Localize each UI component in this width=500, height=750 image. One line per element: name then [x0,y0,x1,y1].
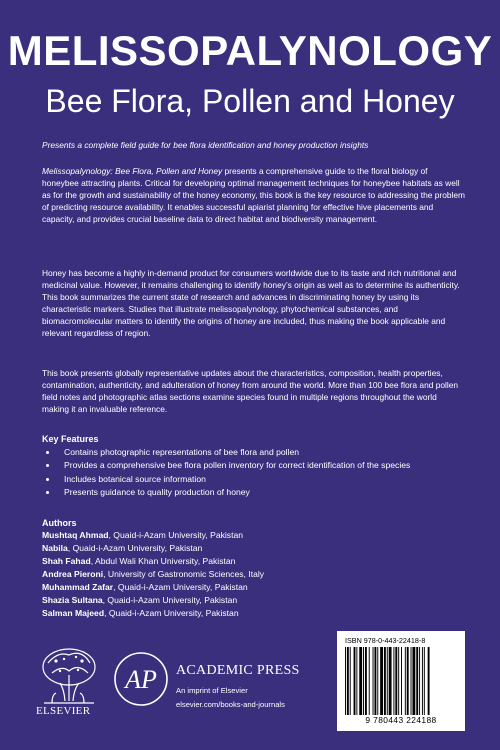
author-affiliation: , University of Gastronomic Sciences, Italy [103,569,265,579]
book-title: MELISSOPALYNOLOGY [7,27,493,74]
author-name: Nabila [42,543,68,553]
author-entry [42,594,264,607]
author-name: Shah Fahad [42,556,91,566]
key-feature-item: Includes botanical source information [42,473,410,486]
svg-text:AP: AP [125,665,157,694]
bullet-icon [46,451,49,454]
author-affiliation: , Quaid-i-Azam University, Pakistan [104,608,239,618]
isbn-barcode [337,631,465,731]
description-paragraph-2: Honey has become a highly in-demand product for consumers worldwide due to its taste and rich nutritional and medicinal value. However, it remains challenging to identify honey’s origin as well as to determine its authenticity. This book summarizes the current state of research and advances in discriminating honey by using its characteristic markers. Studies that illustrate melissopalynology, phytochemical substances, and biomacromolecular matters to identify the origins of honey are included, thus making the book applicable and relevant regardless of region. [42,268,460,338]
author-affiliation: , Quaid-i-Azam University, Pakistan [102,595,238,605]
author-entry [42,607,264,620]
author-entry [42,581,264,594]
author-affiliation: , Abdul Wali Khan University, Pakistan [90,556,236,566]
authors-list [42,529,264,620]
author-name: Shazia Sultana [42,595,103,605]
authors-heading: Authors [42,518,77,528]
author-name: Andrea Pieroni [42,569,104,579]
academic-press-logo-icon [112,650,170,708]
description-paragraph-3: This book presents globally representative updates about the characteristics, composition, health properties, contamination, authenticity, and adulteration of honey from around the world. More than 100 bee flora and pollen field notes and photographic atlas sections examine species found in multiple regions throughout the world making it an invaluable reference. [42,368,459,414]
description-book-title: Melissopalynology: Bee Flora, Pollen and Honey [42,166,223,176]
key-feature-item: Contains photographic representations of bee flora and pollen [42,446,410,459]
bullet-icon [46,491,49,494]
author-entry [42,542,264,555]
bullet-icon [46,478,49,481]
elsevier-wordmark: ELSEVIER [36,705,91,717]
publisher-url: elsevier.com/books-and-journals [176,700,285,709]
key-feature-item: Presents guidance to quality production of honey [42,486,410,499]
author-entry [42,568,264,581]
author-entry [42,555,264,568]
bullet-icon [46,464,49,467]
author-name: Mushtaq Ahmad [42,530,109,540]
barcode-digits: 9 780443 224188 [365,715,437,725]
author-name: Salman Majeed [42,608,105,618]
book-subtitle: Bee Flora, Pollen and Honey [45,83,455,119]
publisher-name: ACADEMIC PRESS [176,663,300,678]
tagline: Presents a complete field guide for bee flora identification and honey production insights [42,140,369,150]
author-affiliation: , Quaid-i-Azam University, Pakistan [108,530,244,540]
author-affiliation: , Quaid-i-Azam University, Pakistan [67,543,203,553]
key-features-heading: Key Features [42,434,99,444]
publisher-imprint: An imprint of Elsevier [176,686,248,695]
key-feature-item: Provides a comprehensive bee flora pollen inventory for correct identification of the species [42,459,410,472]
author-name: Muhammad Zafar [42,582,114,592]
author-affiliation: , Quaid-i-Azam University, Pakistan [113,582,248,592]
isbn-number: ISBN 978-0-443-22418-8 [345,636,426,645]
key-features-list [42,446,410,500]
author-entry [42,529,264,542]
description-text: presents a comprehensive guide to the floral biology of honeybee attracting plants. Critical for developing optimal management techniques for honeybee habitats as well as for the growth and sustainability of the honey economy, this book is the key resource to addressing the problem of predicting resource availability. It enables successful apiarist planning for effective hive placements and capacity, and provides crucial baseline data to direct habitat and biodiversity management. [42,166,466,224]
barcode-bars [343,647,459,715]
description-paragraph-1 [42,165,466,225]
